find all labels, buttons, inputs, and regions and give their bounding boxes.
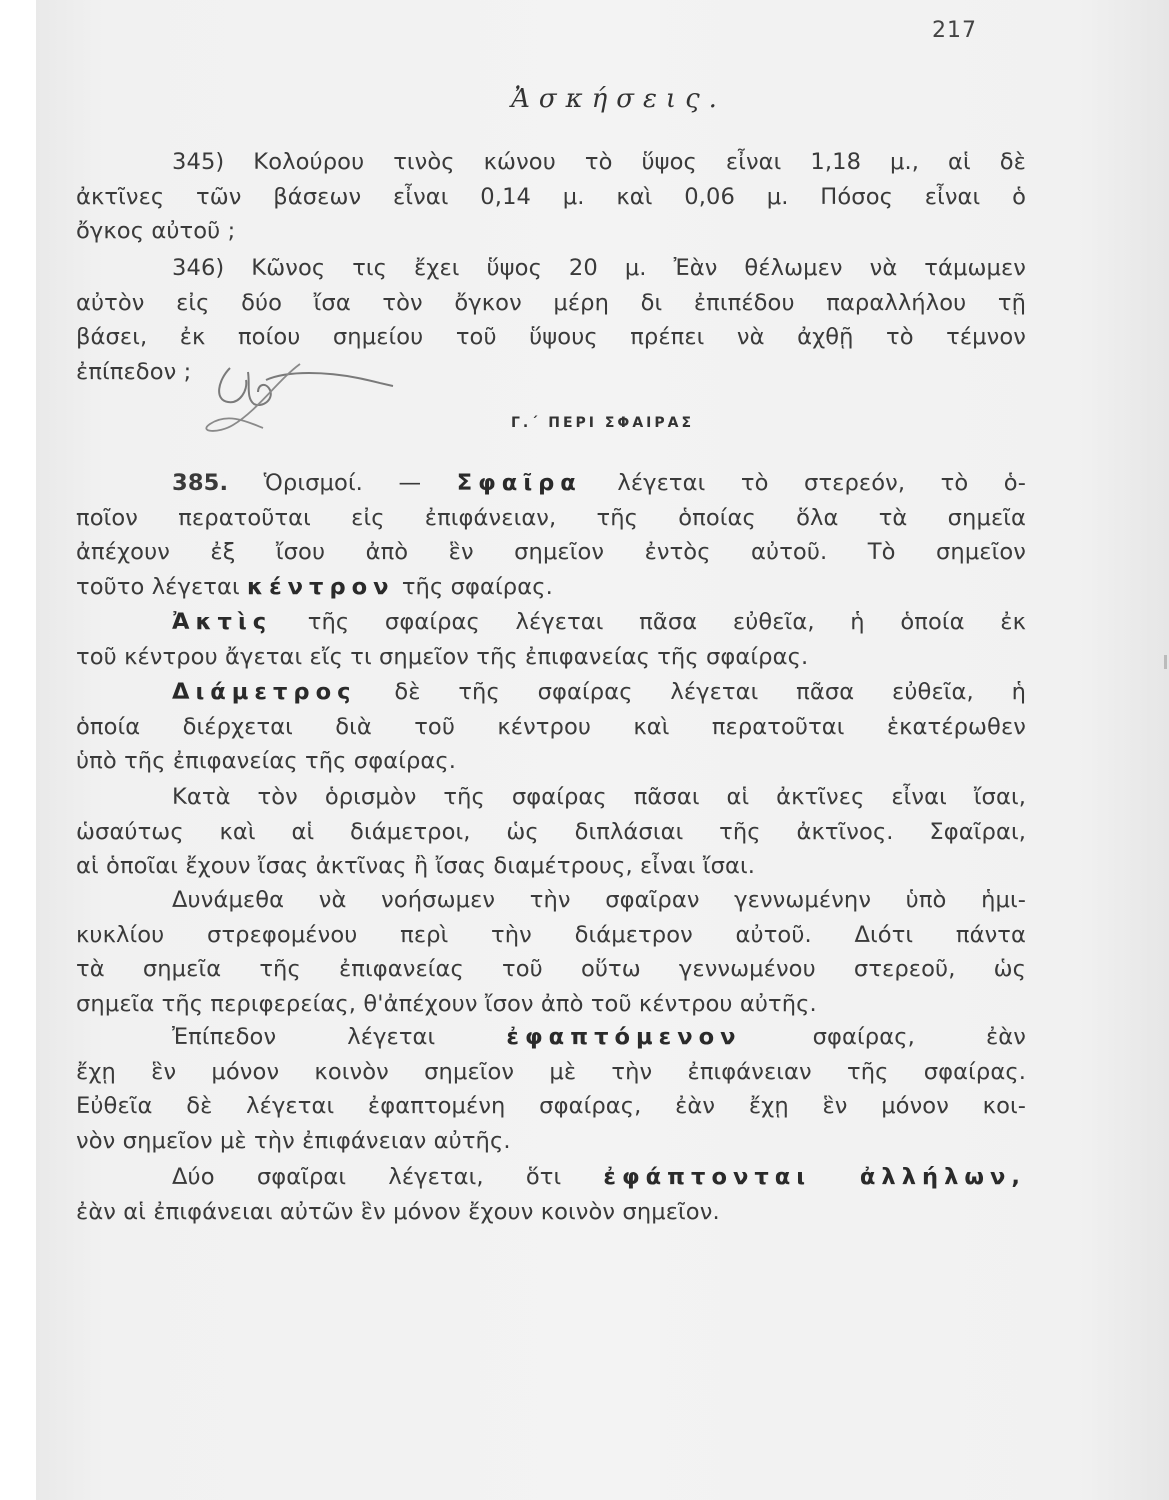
definition-text: λέγεται τὸ στερεόν, τὸ ὁ-: [617, 470, 1026, 496]
paragraph-line: τὰ σημεῖα τῆς ἐπιφανείας τοῦ οὕτω γεννωμένου στερεοῦ, ὡς: [76, 956, 1026, 983]
paragraph-generation: [76, 883, 1026, 1021]
definition-line: [76, 570, 1026, 605]
definition-line: [76, 1020, 1026, 1055]
definition-text: τῆς σφαίρας.: [401, 573, 553, 600]
definition-line: Εὐθεῖα δὲ λέγεται ἐφαπτομένη σφαίρας, ἐὰν ἔχῃ ἓν μόνον κοι-: [76, 1093, 1026, 1120]
exercise-346-line: βάσει, ἐκ ποίου σημείου τοῦ ὕψους πρέπει νὰ ἀχθῇ τὸ τέμνον: [76, 324, 1026, 351]
definition-line: ἀπέχουν ἐξ ἴσου ἀπὸ ἓν σημεῖον ἐντὸς αὐτοῦ. Τὸ σημεῖον: [76, 539, 1026, 566]
term-diameter: Διάμετρος: [172, 679, 357, 705]
paragraph-line: κυκλίου στρεφομένου περὶ τὴν διάμετρον αὐτοῦ. Διότι πάντα: [76, 921, 1026, 948]
paragraph-line: σημεῖα τῆς περιφερείας, θ'ἀπέχουν ἴσον ἀπὸ τοῦ κέντρου αὐτῆς.: [76, 990, 817, 1017]
definition-text: Δύο σφαῖραι λέγεται, ὅτι: [172, 1164, 562, 1190]
book-page: [36, 0, 1169, 1500]
definition-text: τοῦτο λέγεται: [76, 573, 240, 600]
definition-line: ἔχῃ ἓν μόνον κοινὸν σημεῖον μὲ τὴν ἐπιφάνειαν τῆς σφαίρας.: [76, 1058, 1026, 1085]
section-title: Γ.΄ ΠΕΡΙ ΣΦΑΙΡΑΣ: [510, 415, 695, 431]
definition-text: σφαίρας, ἐὰν: [812, 1024, 1026, 1050]
term-center: κέντρον: [247, 573, 395, 600]
definition-text: δὲ τῆς σφαίρας λέγεται πᾶσα εὐθεῖα, ἡ: [394, 679, 1026, 705]
definition-line: ὁποία διέρχεται διὰ τοῦ κέντρου καὶ περατοῦται ἑκατέρωθεν: [76, 713, 1026, 740]
handwritten-annotation: [188, 350, 418, 450]
binding-mark: [1164, 655, 1167, 669]
definition-line: [76, 1160, 1026, 1195]
exercises-heading: Ἀσκήσεις.: [511, 84, 726, 114]
exercise-345: [76, 145, 1026, 249]
exercise-345-line: 345) Κολούρου τινὸς κώνου τὸ ὕψος εἶναι 1,18 μ., αἱ δὲ: [172, 149, 1026, 175]
definition-line: [76, 466, 1026, 501]
definitions-title: Ὁρισμοί. —: [263, 470, 422, 496]
definition-radius: [76, 605, 1026, 674]
scan-margin: [0, 0, 36, 1500]
section-number: 385.: [172, 470, 229, 496]
term-mutually-tangent: ἐφάπτονται ἀλλήλων,: [603, 1164, 1026, 1190]
paragraph-line: αἱ ὁποῖαι ἔχουν ἴσας ἀκτῖνας ἢ ἴσας διαμέτρους, εἶναι ἴσαι.: [76, 853, 756, 880]
exercise-346-line: 346) Κῶνος τις ἔχει ὕψος 20 μ. Ἐὰν θέλωμεν νὰ τάμωμεν: [172, 255, 1026, 281]
definition-line: νὸν σημεῖον μὲ τὴν ἐπιφάνειαν αὐτῆς.: [76, 1127, 511, 1154]
definition-text: τῆς σφαίρας λέγεται πᾶσα εὐθεῖα, ἡ ὁποία ἐκ: [307, 609, 1026, 635]
paragraph-line: ὡσαύτως καὶ αἱ διάμετροι, ὡς διπλάσιαι τῆς ἀκτῖνος. Σφαῖραι,: [76, 818, 1026, 845]
definition-line: ἐὰν αἱ ἐπιφάνειαι αὐτῶν ἓν μόνον ἔχουν κοινὸν σημεῖον.: [76, 1198, 720, 1225]
term-sphere: Σφαῖρα: [456, 470, 582, 496]
term-radius: Ἀκτὶς: [172, 609, 273, 635]
exercise-345-line: ἀκτῖνες τῶν βάσεων εἶναι 0,14 μ. καὶ 0,06 μ. Πόσος εἶναι ὁ: [76, 183, 1026, 210]
definition-text: Ἐπίπεδον λέγεται: [172, 1024, 436, 1050]
paragraph-line: Κατὰ τὸν ὁρισμὸν τῆς σφαίρας πᾶσαι αἱ ἀκτῖνες εἶναι ἴσαι,: [172, 784, 1026, 810]
paragraph-equal-radii: [76, 780, 1026, 884]
exercise-345-line: ὄγκος αὐτοῦ ;: [76, 218, 236, 245]
definition-line: [76, 675, 1026, 710]
exercise-346-line: ἐπίπεδον ;: [76, 358, 192, 385]
paragraph-line: Δυνάμεθα νὰ νοήσωμεν τὴν σφαῖραν γεννωμένην ὑπὸ ἡμι-: [172, 887, 1026, 913]
page-number: 217: [932, 18, 977, 43]
definition-tangent-spheres: [76, 1160, 1026, 1229]
definition-line: ὑπὸ τῆς ἐπιφανείας τῆς σφαίρας.: [76, 748, 457, 775]
exercise-346-line: αὐτὸν εἰς δύο ἴσα τὸν ὄγκον μέρη δι ἐπιπέδου παραλλήλου τῇ: [76, 289, 1026, 316]
definition-tangent-plane: [76, 1020, 1026, 1158]
term-tangent: ἐφαπτόμενον: [506, 1024, 742, 1050]
definition-diameter: [76, 675, 1026, 779]
definition-line: [76, 605, 1026, 640]
definition-sphere: [76, 466, 1026, 604]
definition-line: ποῖον περατοῦται εἰς ἐπιφάνειαν, τῆς ὁποίας ὅλα τὰ σημεῖα: [76, 504, 1026, 531]
definition-line: τοῦ κέντρου ἄγεται εἴς τι σημεῖον τῆς ἐπιφανείας τῆς σφαίρας.: [76, 643, 809, 670]
